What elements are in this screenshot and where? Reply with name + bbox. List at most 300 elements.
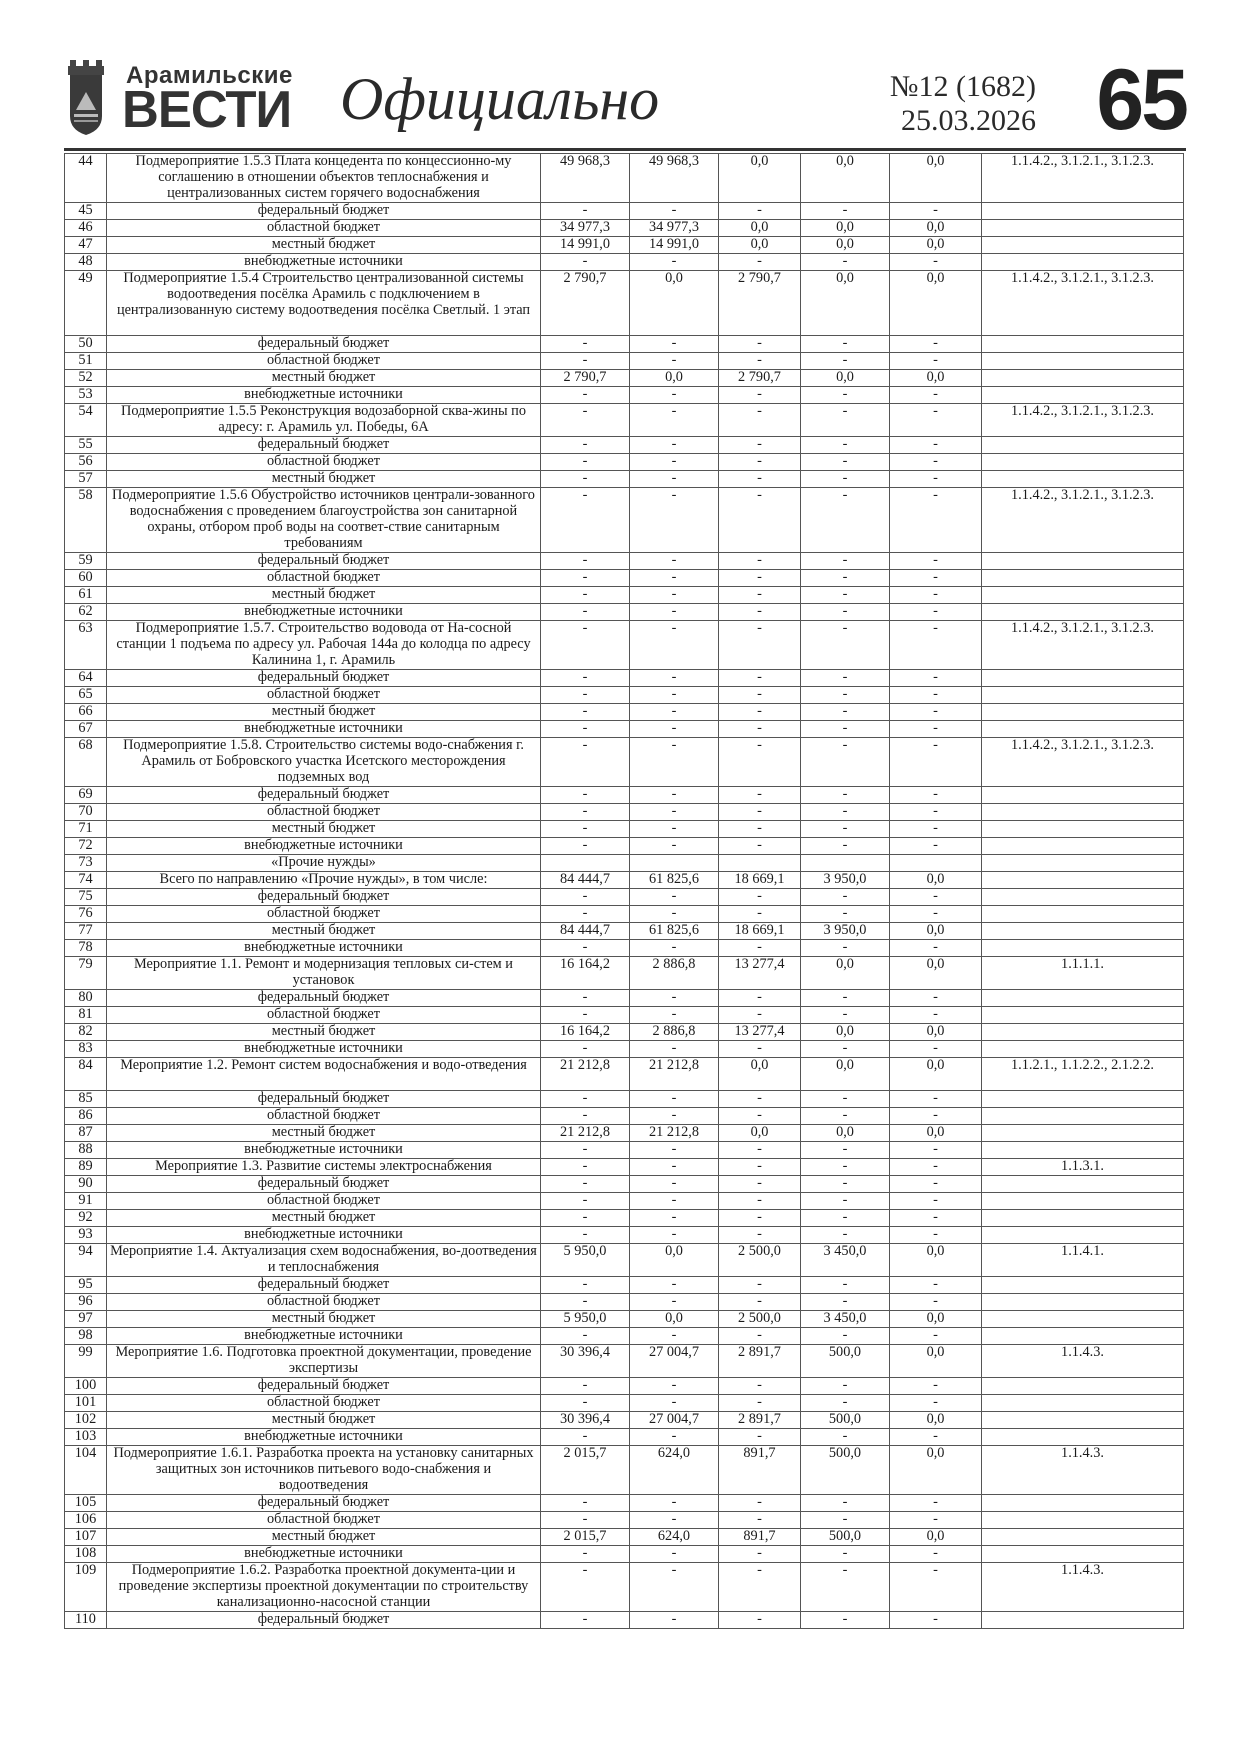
value-cell: 0,0	[890, 271, 982, 336]
row-reference	[982, 336, 1184, 353]
row-reference	[982, 1512, 1184, 1529]
value-cell: -	[890, 687, 982, 704]
row-number: 106	[65, 1512, 107, 1529]
value-cell: -	[719, 437, 801, 454]
row-name: федеральный бюджет	[107, 670, 541, 687]
row-reference	[982, 1007, 1184, 1024]
table-row	[65, 454, 1184, 471]
table-row	[65, 1277, 1184, 1294]
table-row	[65, 1108, 1184, 1125]
row-name: Подмероприятие 1.5.6 Обустройство источников централи-зованного водоснабжения с проведением благоустройства зон санитарной охраны, отбором проб воды на соответ-ствие санитарным требованиям	[107, 488, 541, 553]
table-row	[65, 1294, 1184, 1311]
table-row	[65, 1142, 1184, 1159]
value-cell: 84 444,7	[541, 872, 630, 889]
value-cell: -	[801, 889, 890, 906]
value-cell: 21 212,8	[541, 1058, 630, 1091]
row-name: внебюджетные источники	[107, 254, 541, 271]
value-cell: -	[801, 553, 890, 570]
value-cell: -	[719, 804, 801, 821]
row-number: 110	[65, 1612, 107, 1629]
table-row	[65, 872, 1184, 889]
value-cell: -	[719, 336, 801, 353]
value-cell: 34 977,3	[630, 220, 719, 237]
value-cell: -	[890, 1563, 982, 1612]
value-cell: -	[719, 1495, 801, 1512]
value-cell: -	[801, 1563, 890, 1612]
value-cell: -	[630, 1294, 719, 1311]
row-name: федеральный бюджет	[107, 203, 541, 220]
row-reference	[982, 203, 1184, 220]
value-cell: 0,0	[890, 220, 982, 237]
value-cell: -	[541, 1091, 630, 1108]
value-cell: 2 790,7	[541, 370, 630, 387]
row-name: Мероприятие 1.1. Ремонт и модернизация тепловых си-стем и установок	[107, 957, 541, 990]
row-name: Мероприятие 1.6. Подготовка проектной документации, проведение экспертизы	[107, 1345, 541, 1378]
value-cell: 2 500,0	[719, 1311, 801, 1328]
table-row	[65, 1193, 1184, 1210]
row-reference: 1.1.4.3.	[982, 1563, 1184, 1612]
value-cell: 21 212,8	[630, 1125, 719, 1142]
value-cell: -	[719, 1227, 801, 1244]
value-cell	[541, 855, 630, 872]
row-name: федеральный бюджет	[107, 1495, 541, 1512]
value-cell: -	[630, 454, 719, 471]
issue-info	[890, 70, 1036, 138]
row-number: 90	[65, 1176, 107, 1193]
value-cell: -	[719, 570, 801, 587]
value-cell: -	[890, 1277, 982, 1294]
value-cell: 16 164,2	[541, 1024, 630, 1041]
table-row	[65, 923, 1184, 940]
value-cell: 0,0	[801, 237, 890, 254]
row-reference: 1.1.4.2., 3.1.2.1., 3.1.2.3.	[982, 488, 1184, 553]
value-cell: -	[890, 1429, 982, 1446]
row-name: Подмероприятие 1.5.8. Строительство системы водо-снабжения г. Арамиль от Бобровского участка Исетского месторождения подземных вод	[107, 738, 541, 787]
value-cell: -	[719, 838, 801, 855]
value-cell: -	[719, 1395, 801, 1412]
value-cell: -	[801, 804, 890, 821]
value-cell: 2 790,7	[719, 370, 801, 387]
value-cell: -	[630, 1041, 719, 1058]
row-number: 84	[65, 1058, 107, 1091]
city-emblem-icon	[64, 60, 108, 136]
value-cell: -	[541, 1328, 630, 1345]
row-reference	[982, 1125, 1184, 1142]
row-reference: 1.1.4.2., 3.1.2.1., 3.1.2.3.	[982, 738, 1184, 787]
row-name: областной бюджет	[107, 1512, 541, 1529]
value-cell: 0,0	[801, 957, 890, 990]
row-number: 71	[65, 821, 107, 838]
value-cell: -	[890, 1227, 982, 1244]
row-reference: 1.1.4.1.	[982, 1244, 1184, 1277]
section-title: Официально	[340, 66, 660, 132]
row-reference	[982, 1395, 1184, 1412]
value-cell: -	[890, 738, 982, 787]
row-reference	[982, 940, 1184, 957]
value-cell: -	[541, 1227, 630, 1244]
row-name: областной бюджет	[107, 1395, 541, 1412]
row-name: внебюджетные источники	[107, 1429, 541, 1446]
table-row	[65, 704, 1184, 721]
value-cell: 891,7	[719, 1446, 801, 1495]
row-number: 81	[65, 1007, 107, 1024]
table-row	[65, 1412, 1184, 1429]
table-row	[65, 154, 1184, 203]
table-row	[65, 621, 1184, 670]
row-reference	[982, 1429, 1184, 1446]
value-cell: 0,0	[719, 237, 801, 254]
value-cell: -	[630, 621, 719, 670]
row-name: внебюджетные источники	[107, 1227, 541, 1244]
value-cell: -	[541, 670, 630, 687]
value-cell: -	[719, 821, 801, 838]
table-row	[65, 437, 1184, 454]
table-row	[65, 1091, 1184, 1108]
row-number: 108	[65, 1546, 107, 1563]
row-reference	[982, 704, 1184, 721]
value-cell: -	[890, 670, 982, 687]
value-cell: -	[630, 704, 719, 721]
value-cell: -	[630, 437, 719, 454]
value-cell: -	[541, 604, 630, 621]
table-row	[65, 604, 1184, 621]
value-cell: -	[630, 787, 719, 804]
row-name: федеральный бюджет	[107, 553, 541, 570]
value-cell: -	[541, 471, 630, 488]
value-cell: -	[890, 1007, 982, 1024]
table-row	[65, 1429, 1184, 1446]
value-cell: -	[801, 1429, 890, 1446]
value-cell: 84 444,7	[541, 923, 630, 940]
row-reference	[982, 838, 1184, 855]
value-cell: -	[541, 1563, 630, 1612]
value-cell: -	[630, 940, 719, 957]
value-cell: -	[890, 1176, 982, 1193]
value-cell: 0,0	[719, 154, 801, 203]
value-cell: -	[541, 1159, 630, 1176]
row-name: «Прочие нужды»	[107, 855, 541, 872]
table-row	[65, 370, 1184, 387]
value-cell: -	[719, 604, 801, 621]
value-cell: -	[719, 1041, 801, 1058]
value-cell: 61 825,6	[630, 872, 719, 889]
value-cell: -	[719, 787, 801, 804]
value-cell: 2 891,7	[719, 1345, 801, 1378]
value-cell: -	[890, 1159, 982, 1176]
value-cell: -	[801, 587, 890, 604]
value-cell: 49 968,3	[630, 154, 719, 203]
table-row	[65, 271, 1184, 336]
row-number: 80	[65, 990, 107, 1007]
row-reference	[982, 587, 1184, 604]
value-cell: -	[630, 738, 719, 787]
newspaper-logo	[64, 60, 294, 144]
row-reference	[982, 889, 1184, 906]
row-reference	[982, 821, 1184, 838]
row-number: 63	[65, 621, 107, 670]
value-cell: 3 950,0	[801, 872, 890, 889]
value-cell: -	[890, 336, 982, 353]
value-cell: 500,0	[801, 1412, 890, 1429]
value-cell: -	[541, 488, 630, 553]
row-reference	[982, 1612, 1184, 1629]
row-reference: 1.1.1.1.	[982, 957, 1184, 990]
value-cell: 2 891,7	[719, 1412, 801, 1429]
value-cell: -	[541, 454, 630, 471]
row-number: 74	[65, 872, 107, 889]
row-name: Подмероприятие 1.5.5 Реконструкция водозаборной сква-жины по адресу: г. Арамиль ул. Победы, 6А	[107, 404, 541, 437]
value-cell: -	[890, 1378, 982, 1395]
value-cell: -	[890, 1328, 982, 1345]
row-number: 88	[65, 1142, 107, 1159]
row-number: 101	[65, 1395, 107, 1412]
value-cell: -	[719, 1546, 801, 1563]
value-cell: -	[801, 404, 890, 437]
value-cell: -	[719, 1512, 801, 1529]
value-cell: -	[630, 990, 719, 1007]
row-name: федеральный бюджет	[107, 1378, 541, 1395]
value-cell: -	[541, 1395, 630, 1412]
row-name: федеральный бюджет	[107, 889, 541, 906]
row-number: 98	[65, 1328, 107, 1345]
value-cell: -	[890, 838, 982, 855]
value-cell: 0,0	[890, 154, 982, 203]
value-cell: -	[541, 1108, 630, 1125]
row-reference	[982, 570, 1184, 587]
row-name: Мероприятие 1.3. Развитие системы электроснабжения	[107, 1159, 541, 1176]
table-row	[65, 387, 1184, 404]
row-reference	[982, 687, 1184, 704]
table-row	[65, 1244, 1184, 1277]
value-cell: -	[630, 1328, 719, 1345]
value-cell	[630, 855, 719, 872]
row-number: 85	[65, 1091, 107, 1108]
value-cell: -	[541, 1277, 630, 1294]
row-number: 79	[65, 957, 107, 990]
value-cell: 0,0	[630, 1311, 719, 1328]
row-reference	[982, 254, 1184, 271]
row-reference	[982, 923, 1184, 940]
value-cell: 0,0	[801, 271, 890, 336]
value-cell: -	[719, 670, 801, 687]
row-number: 72	[65, 838, 107, 855]
value-cell: -	[630, 404, 719, 437]
value-cell: 0,0	[719, 1058, 801, 1091]
table-row	[65, 855, 1184, 872]
value-cell: -	[801, 471, 890, 488]
value-cell: -	[541, 404, 630, 437]
value-cell: 18 669,1	[719, 923, 801, 940]
value-cell: -	[630, 488, 719, 553]
value-cell: -	[801, 1546, 890, 1563]
value-cell: -	[719, 1563, 801, 1612]
row-name: внебюджетные источники	[107, 1041, 541, 1058]
row-number: 52	[65, 370, 107, 387]
row-reference: 1.1.4.2., 3.1.2.1., 3.1.2.3.	[982, 621, 1184, 670]
row-number: 104	[65, 1446, 107, 1495]
value-cell: -	[890, 587, 982, 604]
row-name: местный бюджет	[107, 1210, 541, 1227]
row-name: внебюджетные источники	[107, 1546, 541, 1563]
value-cell: -	[541, 1007, 630, 1024]
value-cell: -	[630, 1210, 719, 1227]
value-cell: -	[801, 940, 890, 957]
page-header	[64, 52, 1186, 148]
value-cell: 0,0	[890, 1529, 982, 1546]
value-cell: -	[890, 570, 982, 587]
row-number: 83	[65, 1041, 107, 1058]
row-number: 49	[65, 271, 107, 336]
table-row	[65, 1378, 1184, 1395]
value-cell: -	[541, 889, 630, 906]
value-cell: 0,0	[890, 872, 982, 889]
table-row	[65, 220, 1184, 237]
value-cell: -	[890, 1108, 982, 1125]
row-reference: 1.1.4.2., 3.1.2.1., 3.1.2.3.	[982, 404, 1184, 437]
row-name: местный бюджет	[107, 1125, 541, 1142]
value-cell: 0,0	[890, 1345, 982, 1378]
value-cell: -	[541, 570, 630, 587]
row-number: 48	[65, 254, 107, 271]
row-number: 78	[65, 940, 107, 957]
value-cell: -	[801, 1612, 890, 1629]
row-reference	[982, 1142, 1184, 1159]
row-reference	[982, 387, 1184, 404]
row-name: Мероприятие 1.4. Актуализация схем водоснабжения, во-доотведения и теплоснабжения	[107, 1244, 541, 1277]
value-cell: 0,0	[890, 1125, 982, 1142]
value-cell: -	[890, 353, 982, 370]
value-cell: -	[890, 704, 982, 721]
row-reference	[982, 1311, 1184, 1328]
row-number: 102	[65, 1412, 107, 1429]
value-cell: -	[890, 990, 982, 1007]
value-cell: 0,0	[890, 1058, 982, 1091]
value-cell: -	[890, 804, 982, 821]
value-cell: -	[541, 621, 630, 670]
value-cell: 21 212,8	[541, 1125, 630, 1142]
value-cell: -	[890, 1395, 982, 1412]
row-name: областной бюджет	[107, 454, 541, 471]
value-cell: -	[630, 1108, 719, 1125]
row-number: 92	[65, 1210, 107, 1227]
value-cell: -	[719, 704, 801, 721]
value-cell: -	[630, 1159, 719, 1176]
value-cell: -	[890, 1210, 982, 1227]
value-cell: -	[630, 1546, 719, 1563]
value-cell: 0,0	[630, 370, 719, 387]
row-number: 97	[65, 1311, 107, 1328]
row-name: Подмероприятие 1.5.7. Строительство водовода от На-сосной станции 1 подъема по адресу ул. Рабочая 144а до колодца по адресу Калинина 1, г. Арамиль	[107, 621, 541, 670]
value-cell: -	[541, 787, 630, 804]
table-row	[65, 738, 1184, 787]
value-cell: -	[801, 570, 890, 587]
table-row	[65, 1495, 1184, 1512]
row-name: Мероприятие 1.2. Ремонт систем водоснабжения и водо-отведения	[107, 1058, 541, 1091]
row-reference	[982, 553, 1184, 570]
value-cell: -	[630, 336, 719, 353]
value-cell	[801, 855, 890, 872]
value-cell: -	[541, 804, 630, 821]
value-cell: -	[541, 906, 630, 923]
row-number: 56	[65, 454, 107, 471]
value-cell: -	[630, 604, 719, 621]
row-name: внебюджетные источники	[107, 387, 541, 404]
value-cell: -	[801, 906, 890, 923]
row-name: внебюджетные источники	[107, 838, 541, 855]
row-number: 61	[65, 587, 107, 604]
value-cell: -	[719, 587, 801, 604]
value-cell: 0,0	[630, 271, 719, 336]
table-row	[65, 687, 1184, 704]
row-number: 86	[65, 1108, 107, 1125]
table-row	[65, 1311, 1184, 1328]
row-name: местный бюджет	[107, 471, 541, 488]
value-cell: -	[890, 1193, 982, 1210]
value-cell: 0,0	[890, 370, 982, 387]
value-cell: -	[890, 821, 982, 838]
row-reference	[982, 804, 1184, 821]
row-reference	[982, 1227, 1184, 1244]
row-name: местный бюджет	[107, 1412, 541, 1429]
row-name: местный бюджет	[107, 370, 541, 387]
row-reference	[982, 353, 1184, 370]
value-cell: 0,0	[890, 1311, 982, 1328]
value-cell: -	[890, 254, 982, 271]
value-cell: -	[630, 570, 719, 587]
value-cell: -	[630, 821, 719, 838]
value-cell: 5 950,0	[541, 1244, 630, 1277]
row-name: Подмероприятие 1.6.1. Разработка проекта на установку санитарных защитных зон источников питьевого водо-снабжения и водоотведения	[107, 1446, 541, 1495]
row-reference	[982, 906, 1184, 923]
value-cell: 0,0	[801, 370, 890, 387]
row-number: 87	[65, 1125, 107, 1142]
table-row	[65, 237, 1184, 254]
row-name: внебюджетные источники	[107, 1142, 541, 1159]
row-reference	[982, 1193, 1184, 1210]
value-cell: 5 950,0	[541, 1311, 630, 1328]
value-cell: -	[719, 721, 801, 738]
value-cell: 0,0	[890, 1446, 982, 1495]
row-reference	[982, 990, 1184, 1007]
row-number: 99	[65, 1345, 107, 1378]
value-cell: -	[719, 203, 801, 220]
row-reference	[982, 1210, 1184, 1227]
row-number: 82	[65, 1024, 107, 1041]
row-name: местный бюджет	[107, 237, 541, 254]
value-cell: -	[541, 336, 630, 353]
value-cell: -	[801, 203, 890, 220]
value-cell: 0,0	[719, 220, 801, 237]
value-cell: 18 669,1	[719, 872, 801, 889]
row-reference	[982, 670, 1184, 687]
value-cell: 13 277,4	[719, 957, 801, 990]
table-row	[65, 804, 1184, 821]
row-number: 70	[65, 804, 107, 821]
value-cell: -	[890, 889, 982, 906]
table-row	[65, 940, 1184, 957]
value-cell: -	[719, 1378, 801, 1395]
value-cell: -	[719, 1159, 801, 1176]
value-cell: -	[719, 687, 801, 704]
row-name: областной бюджет	[107, 1108, 541, 1125]
value-cell: -	[801, 990, 890, 1007]
row-reference	[982, 471, 1184, 488]
value-cell: -	[801, 387, 890, 404]
value-cell: -	[890, 940, 982, 957]
row-reference	[982, 1378, 1184, 1395]
table-row	[65, 203, 1184, 220]
value-cell: -	[719, 906, 801, 923]
